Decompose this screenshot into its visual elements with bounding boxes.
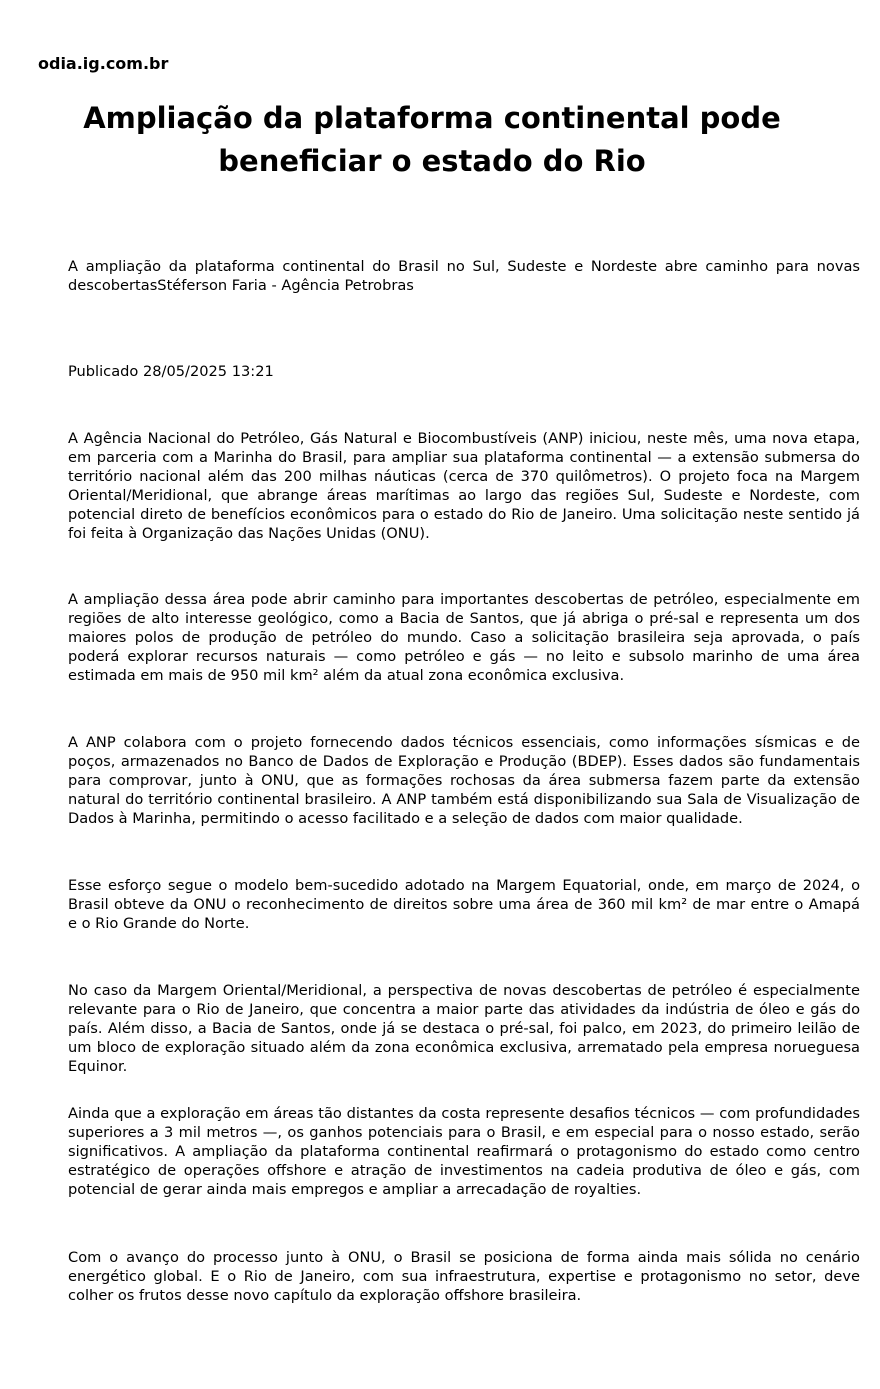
publish-date: Publicado 28/05/2025 13:21: [68, 363, 274, 380]
image-caption: A ampliação da plataforma continental do Brasil no Sul, Sudeste e Nordeste abre caminho para novas descobertasStéferson Faria - Agência Petrobras: [68, 258, 860, 294]
paragraph-3: A ANP colabora com o projeto fornecendo dados técnicos essenciais, como informações sísmicas e de poços, armazenados no Banco de Dados de Exploração e Produção (BDEP). Esses dados são fundamentais para comprovar, junto à ONU, que as formações rochosas da área submersa fazem parte da extensão natural do território continental brasileiro. A ANP também está disponibilizando sua Sala de Visualização de Dados à Marinha, permitindo o acesso facilitado e a seleção de dados com maior qualidade.: [68, 734, 860, 827]
paragraph-5: No caso da Margem Oriental/Meridional, a perspectiva de novas descobertas de petróleo é especialmente relevante para o Rio de Janeiro, que concentra a maior parte das atividades da indústria de óleo e gás do país. Além disso, a Bacia de Santos, onde já se destaca o pré-sal, foi palco, em 2023, do primeiro leilão de um bloco de exploração situado além da zona econômica exclusiva, arrematado pela empresa norueguesa Equinor.: [68, 982, 860, 1075]
site-domain: odia.ig.com.br: [38, 54, 169, 73]
paragraph-1: A Agência Nacional do Petróleo, Gás Natural e Biocombustíveis (ANP) iniciou, neste mês, uma nova etapa, em parceria com a Marinha do Brasil, para ampliar sua plataforma continental — a extensão submersa do território nacional além das 200 milhas náuticas (cerca de 370 quilômetros). O projeto foca na Margem Oriental/Meridional, que abrange áreas marítimas ao largo das regiões Sul, Sudeste e Nordeste, com potencial direto de benefícios econômicos para o estado do Rio de Janeiro. Uma solicitação neste sentido já foi feita à Organização das Nações Unidas (ONU).: [68, 430, 860, 542]
article-headline: Ampliação da plataforma continental pode beneficiar o estado do Rio: [83, 101, 781, 178]
paragraph-7: Com o avanço do processo junto à ONU, o Brasil se posiciona de forma ainda mais sólida no cenário energético global. E o Rio de Janeiro, com sua infraestrutura, expertise e protagonismo no setor, deve colher os frutos desse novo capítulo da exploração offshore brasileira.: [68, 1249, 860, 1304]
paragraph-6: Ainda que a exploração em áreas tão distantes da costa represente desafios técnicos — com profundidades superiores a 3 mil metros —, os ganhos potenciais para o Brasil, e em especial para o nosso estado, serão significativos. A ampliação da plataforma continental reafirmará o protagonismo do estado como centro estratégico de operações offshore e atração de investimentos na cadeia produtiva de óleo e gás, com potencial de gerar ainda mais empregos e ampliar a arrecadação de royalties.: [68, 1105, 860, 1198]
paragraph-2: A ampliação dessa área pode abrir caminho para importantes descobertas de petróleo, especialmente em regiões de alto interesse geológico, como a Bacia de Santos, que já abriga o pré-sal e representa um dos maiores polos de produção de petróleo do mundo. Caso a solicitação brasileira seja aprovada, o país poderá explorar recursos naturais — como petróleo e gás — no leito e subsolo marinho de uma área estimada em mais de 950 mil km² além da atual zona econômica exclusiva.: [68, 591, 860, 684]
paragraph-4: Esse esforço segue o modelo bem-sucedido adotado na Margem Equatorial, onde, em março de 2024, o Brasil obteve da ONU o reconhecimento de direitos sobre uma área de 360 mil km² de mar entre o Amapá e o Rio Grande do Norte.: [68, 877, 860, 932]
